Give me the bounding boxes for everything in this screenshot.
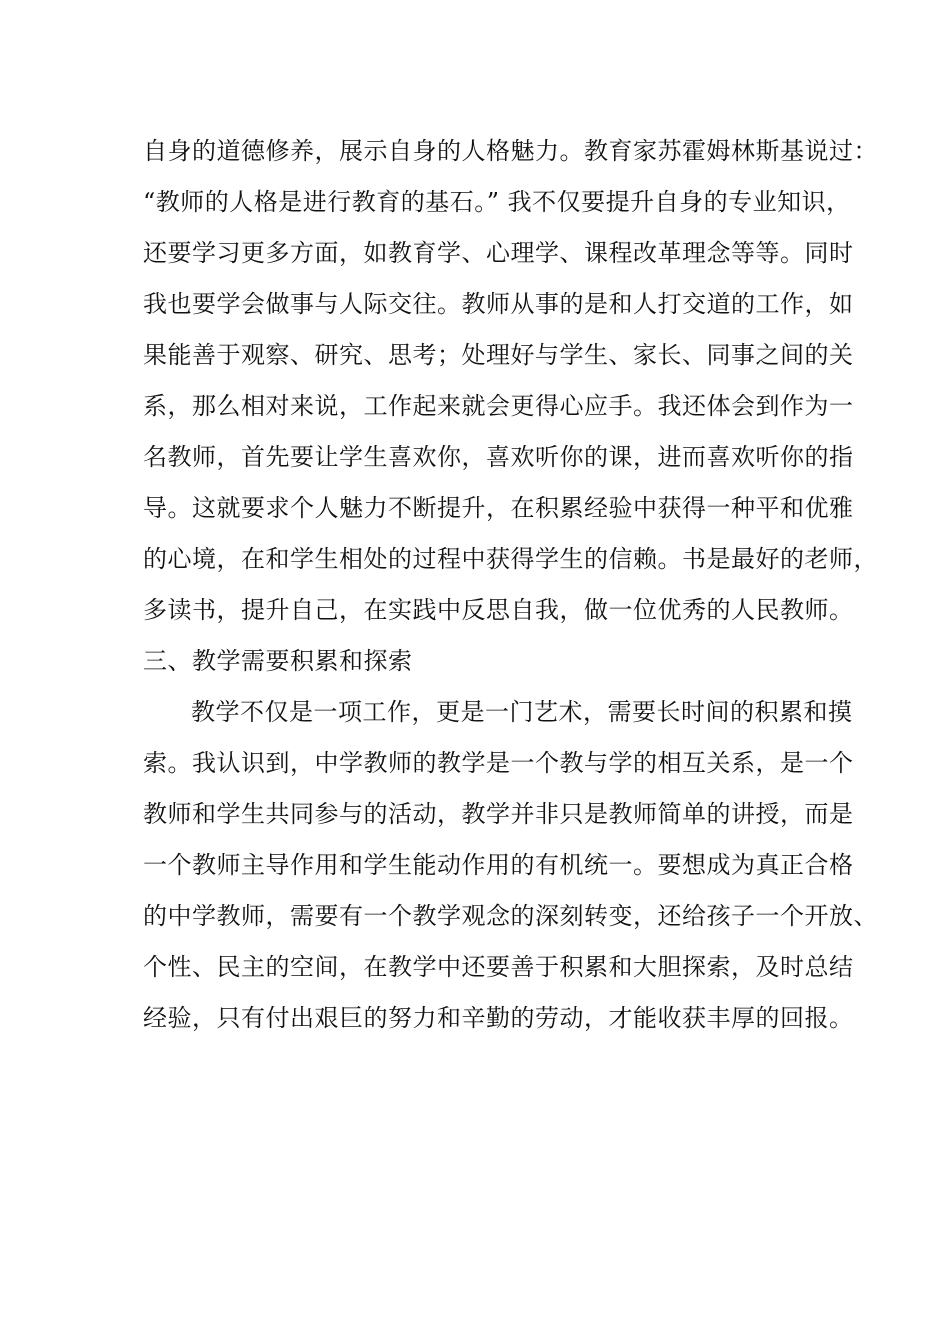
text-line: 的中学教师，需要有一个教学观念的深刻转变，还给孩子一个开放、	[143, 902, 878, 930]
text-line: 果能善于观察、研究、思考；处理好与学生、家长、同事之间的关	[143, 341, 854, 369]
text-line: 自身的道德修养，展示自身的人格魅力。教育家苏霍姆林斯基说过：	[143, 137, 878, 165]
text-line: 我也要学会做事与人际交往。教师从事的是和人打交道的工作，如	[143, 290, 854, 318]
text-line: 名教师，首先要让学生喜欢你，喜欢听你的课，进而喜欢听你的指	[143, 443, 854, 471]
text-line: 导。这就要求个人魅力不断提升，在积累经验中获得一种平和优雅	[143, 494, 854, 522]
text-line: 的心境，在和学生相处的过程中获得学生的信赖。书是最好的老师，	[143, 545, 878, 573]
text-line: 教学不仅是一项工作，更是一门艺术，需要长时间的积累和摸	[191, 698, 853, 726]
text-line: 系，那么相对来说，工作起来就会更得心应手。我还体会到作为一	[143, 392, 854, 420]
text-line: 个性、民主的空间，在教学中还要善于积累和大胆探索，及时总结	[143, 953, 854, 981]
paragraph-continuation	[143, 126, 878, 636]
text-line: “教师的人格是进行教育的基石。” 我不仅要提升自身的专业知识，	[143, 188, 851, 216]
section-heading: 三、教学需要积累和探索	[143, 647, 413, 675]
text-line: 多读书，提升自己，在实践中反思自我，做一位优秀的人民教师。	[143, 596, 854, 624]
text-line: 一个教师主导作用和学生能动作用的有机统一。要想成为真正合格	[143, 851, 854, 879]
text-line: 索。我认识到，中学教师的教学是一个教与学的相互关系，是一个	[143, 749, 854, 777]
text-line: 经验，只有付出艰巨的努力和辛勤的劳动，才能收获丰厚的回报。	[143, 1004, 854, 1032]
text-line: 还要学习更多方面，如教育学、心理学、课程改革理念等等。同时	[143, 239, 854, 267]
text-line: 教师和学生共同参与的活动，教学并非只是教师简单的讲授，而是	[143, 800, 854, 828]
document-body	[143, 126, 878, 1044]
section-paragraph	[143, 687, 878, 1044]
